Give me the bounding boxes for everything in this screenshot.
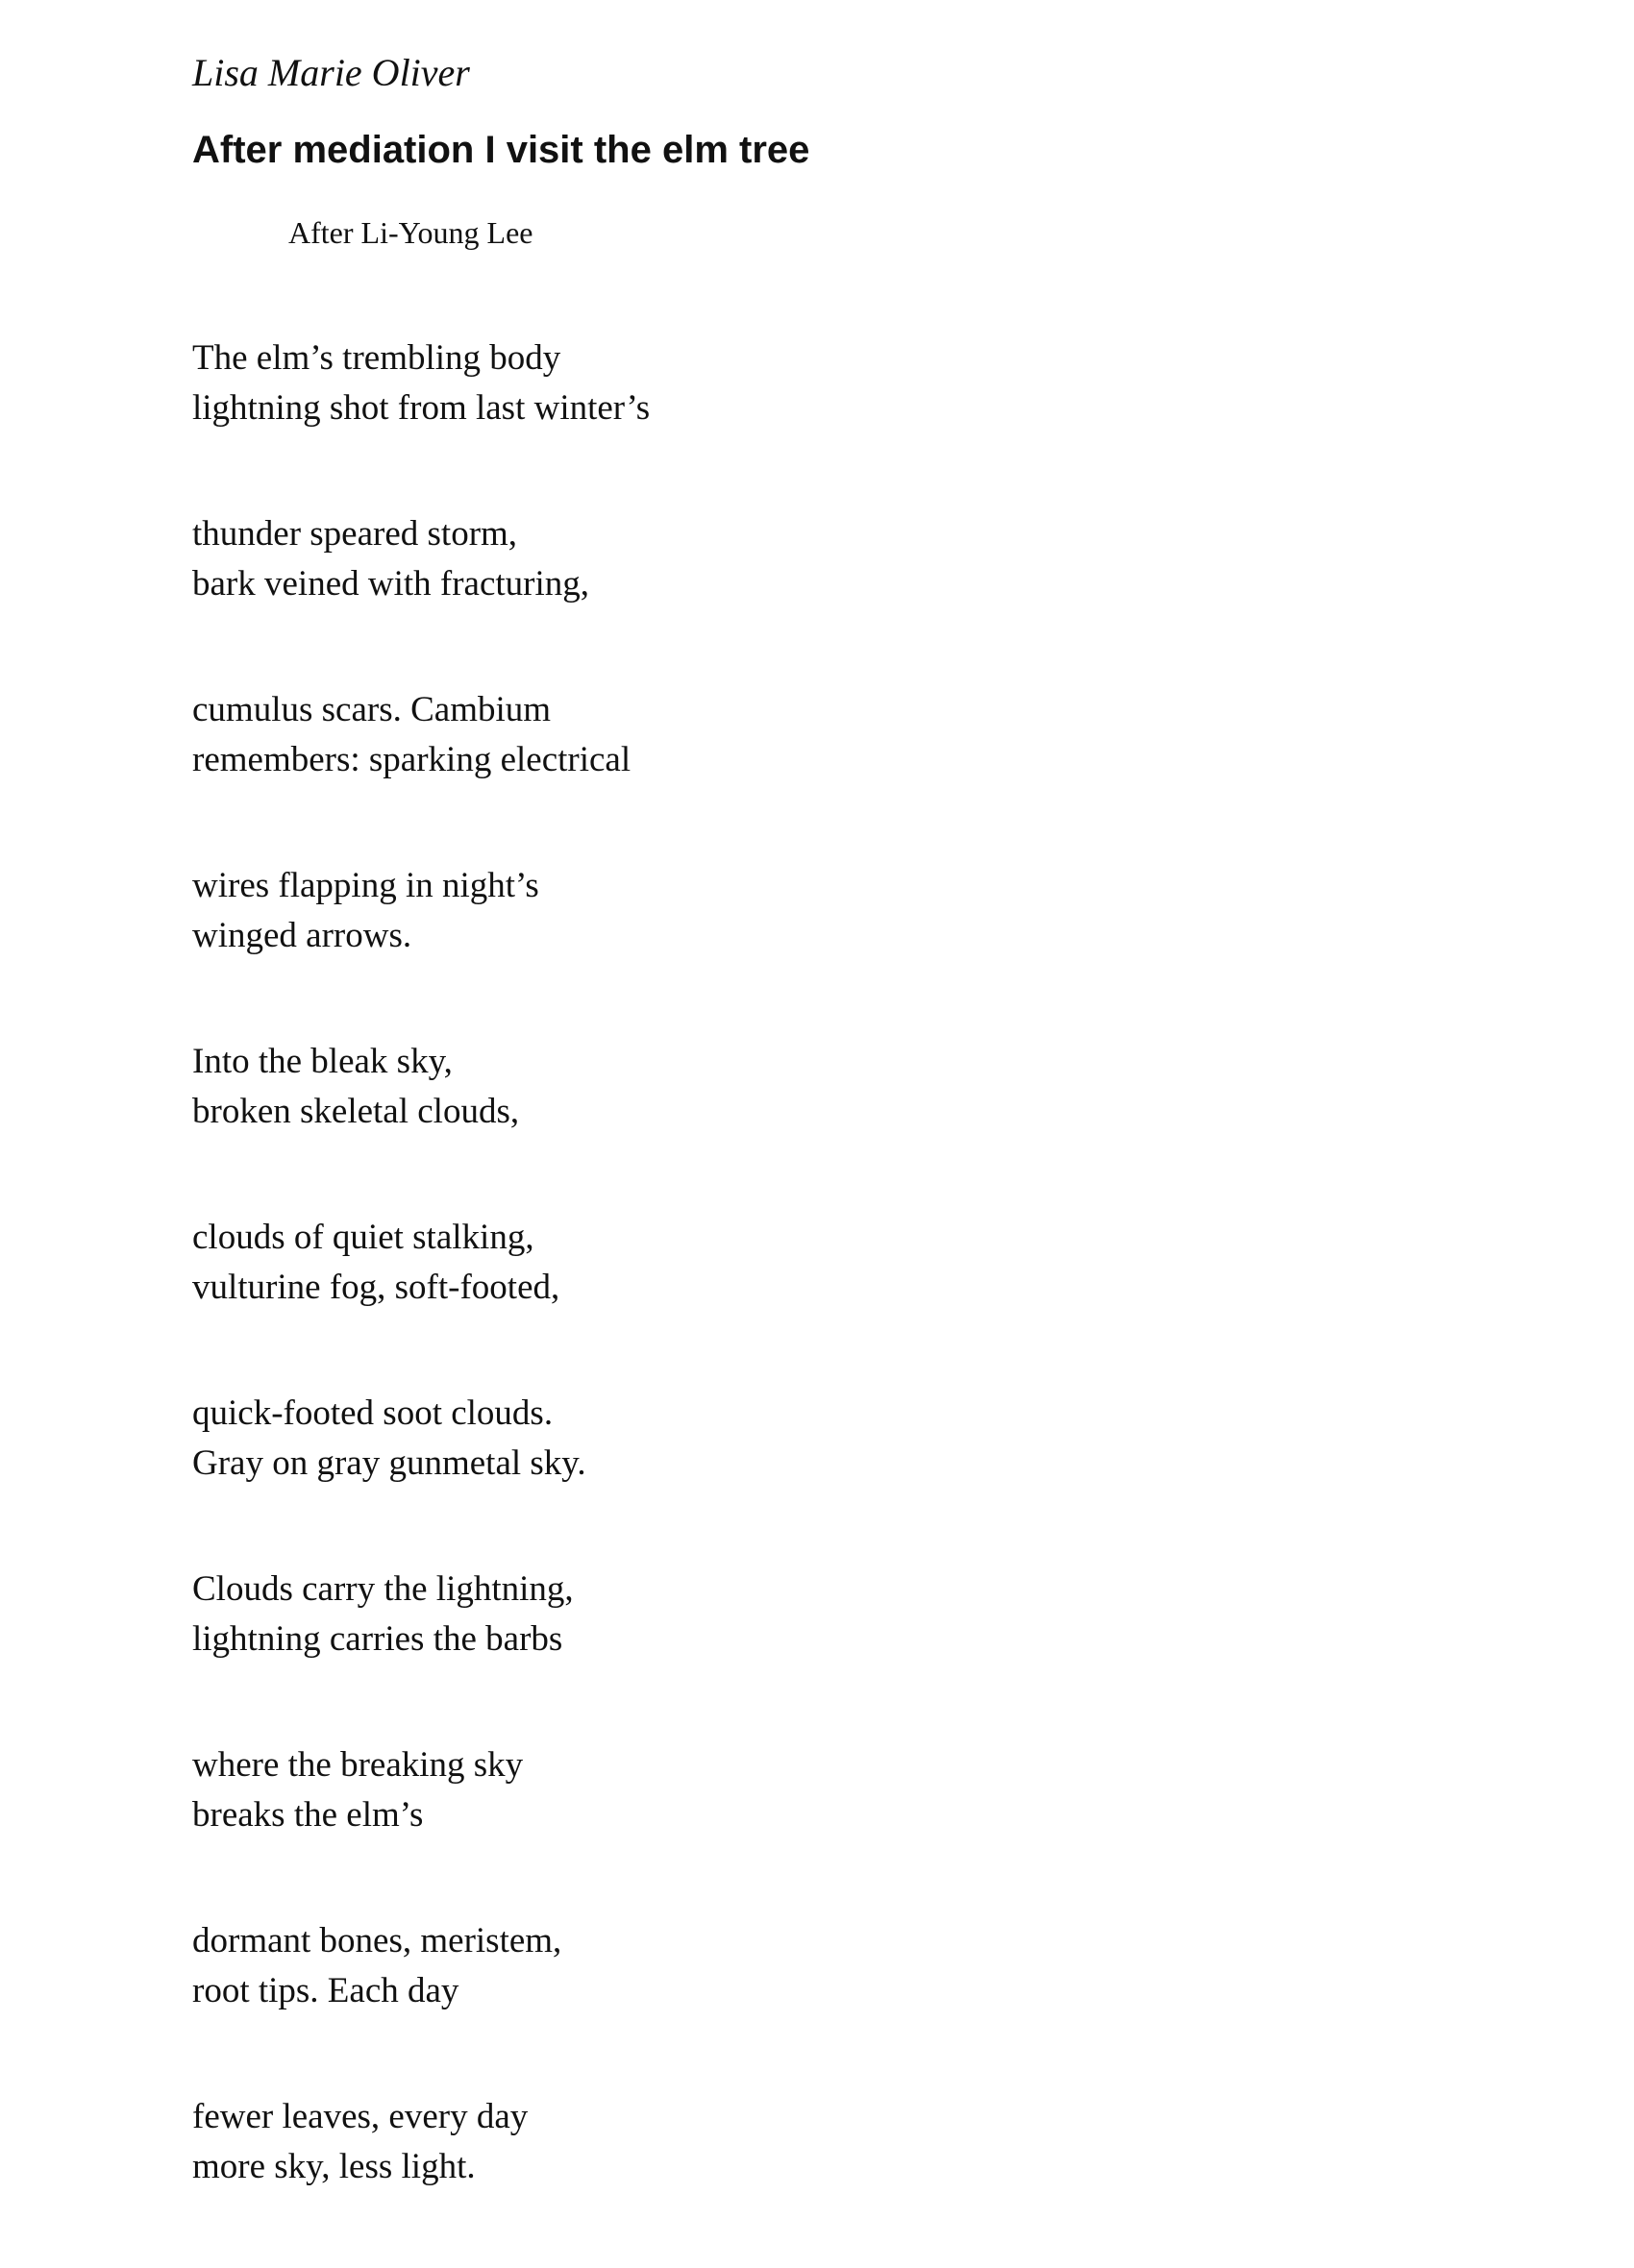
poem-line: where the breaking sky	[192, 1745, 524, 1785]
stanza	[192, 861, 650, 961]
author-name: Lisa Marie Oliver	[192, 51, 470, 94]
poem-line: thunder speared storm,	[192, 514, 518, 554]
poem-line: bark veined with fracturing,	[192, 564, 590, 604]
poem-body	[192, 333, 650, 2268]
stanza	[192, 1037, 650, 1137]
poem-line: wires flapping in night’s	[192, 866, 539, 905]
poem-line: fewer leaves, every day	[192, 2097, 529, 2136]
stanza	[192, 685, 650, 785]
poem-line: Clouds carry the lightning,	[192, 1569, 574, 1609]
stanza	[192, 509, 650, 609]
stanza	[192, 1565, 650, 1664]
poem-line: Into the bleak sky,	[192, 1042, 453, 1081]
poem-line: winged arrows.	[192, 916, 412, 955]
stanza	[192, 1740, 650, 1840]
poem-line: vulturine fog, soft-footed,	[192, 1268, 560, 1307]
stanza	[192, 333, 650, 433]
poem-line: Gray on gray gunmetal sky.	[192, 1443, 586, 1483]
poem-line: breaks the elm’s	[192, 1795, 424, 1835]
poem-line: dormant bones, meristem,	[192, 1921, 562, 1960]
poem-title: After mediation I visit the elm tree	[192, 129, 810, 171]
stanza	[192, 1916, 650, 2016]
poem-line: lightning carries the barbs	[192, 1619, 563, 1659]
poem-line: remembers: sparking electrical	[192, 740, 631, 779]
stanza	[192, 1389, 650, 1489]
dedication: After Li-Young Lee	[288, 215, 533, 250]
poem-line: broken skeletal clouds,	[192, 1092, 520, 1131]
poem-line: root tips. Each day	[192, 1971, 459, 2010]
poem-line: clouds of quiet stalking,	[192, 1218, 534, 1257]
stanza	[192, 1213, 650, 1313]
stanza	[192, 2092, 650, 2192]
poem-line: more sky, less light.	[192, 2147, 476, 2186]
poem-line: quick-footed soot clouds.	[192, 1393, 554, 1433]
poem-line: The elm’s trembling body	[192, 338, 561, 378]
poem-line: cumulus scars. Cambium	[192, 690, 552, 729]
poem-line: lightning shot from last winter’s	[192, 388, 651, 428]
